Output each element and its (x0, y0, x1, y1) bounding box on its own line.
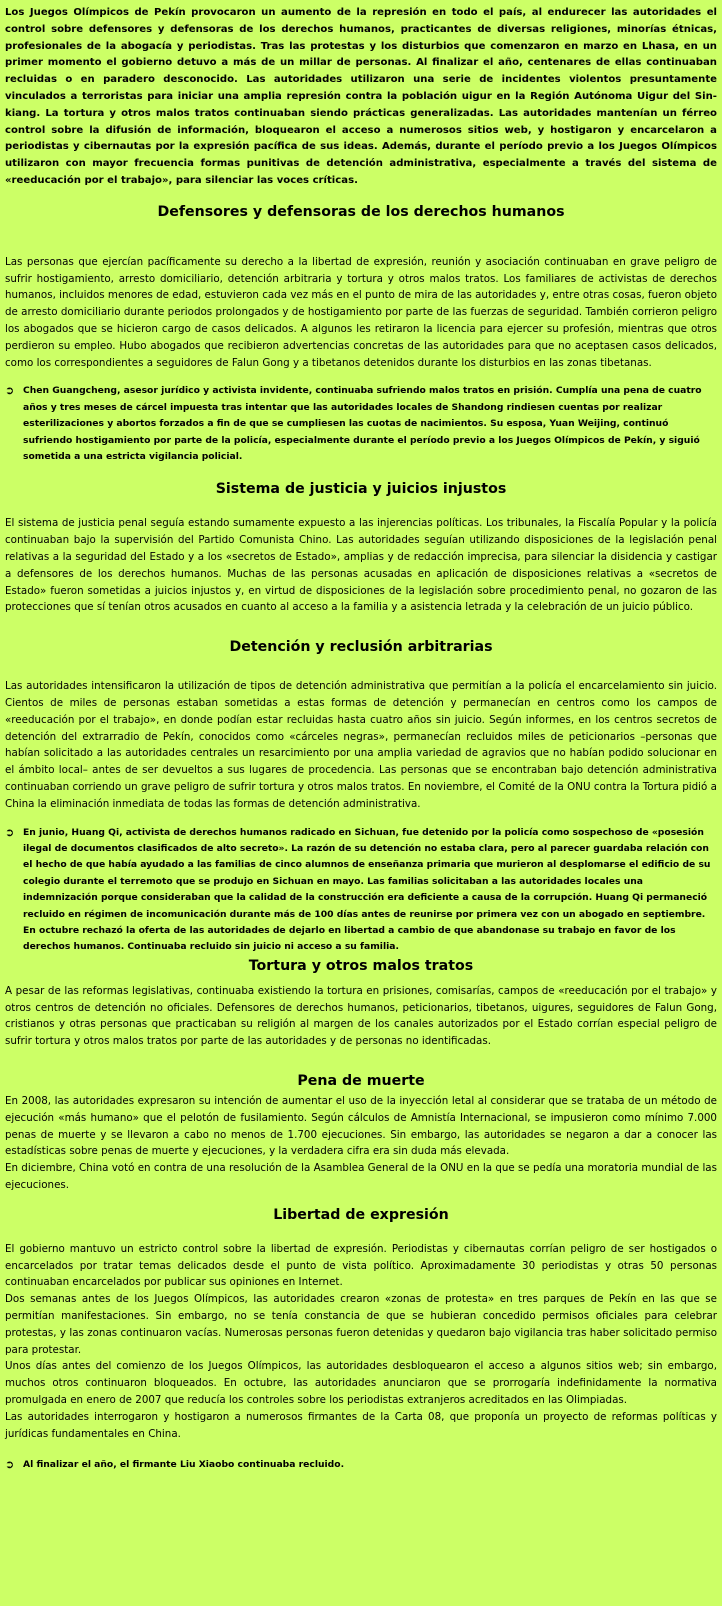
libertad-text-4: Las autoridades interrogaron y hostigaron a numerosos firmantes de la Carta 08, que proponía un proyecto de reformas políticas y jurídicas fundamentales en China. (5, 1410, 717, 1440)
heading-defensores: Defensores y defensoras de los derechos humanos (157, 203, 565, 220)
bullet-text: Al finalizar el año, el firmante Liu Xiaobo continuaba recluido. (23, 1459, 345, 1471)
libertad-text-1: El gobierno mantuvo un estricto control sobre la libertad de expresión. Periodistas y cibernautas corrían peligro de ser hostigados o encarcelados por tratar temas delicados desde el punto de vista político. Aproximadamente 30 periodistas y otras 50 personas continuaban encarcelados por publicar sus opiniones en Internet. (5, 1242, 717, 1289)
paragraph-justicia: El sistema de justicia penal seguía estando sumamente expuesto a las injerencias políticas. Los tribunales, la Fiscalía Popular y la policía continuaban bajo la supervisión del Partido Comunista Chino. Las autoridades seguían utilizando disposiciones de la legislación penal relativas a la seguridad del Estado y a los «secretos de Estado», amplias y de redacción imprecisa, para silenciar la disidencia y castigar a defensores de los derechos humanos. Muchas de las personas acusadas en aplicación de disposiciones relativas a «secretos de Estado» fueron sometidas a juicios injustos y, en virtud de disposiciones de la legislación sobre procedimiento penal, no gozaron de las protecciones que sí tenían otros acusados en cuanto al acceso a la familia y a asistencia letrada y la celebración de un juicio público. (5, 517, 717, 614)
bullet-chen-guangcheng (5, 383, 717, 465)
pena-text-1: En 2008, las autoridades expresaron su intención de aumentar el uso de la inyección letal al considerar que se trataba de un método de ejecución «más humano» que el pelotón de fusilamiento. Según cálculos de Amnistía Internacional, se impusieron como mínimo 7.000 penas de muerte y se llevaron a cabo no menos de 1.700 ejecuciones. Sin embargo, las autoridades se negaron a dar a conocer las estadísticas sobre penas de muerte y ejecuciones, y la verdadera cifra era sin duda más elevada. (5, 1094, 717, 1158)
bullet-liu-xiaobo (5, 1457, 717, 1474)
paragraph-pena (5, 1093, 717, 1194)
bullet-text: En junio, Huang Qi, activista de derechos humanos radicado en Sichuan, fue detenido por la policía como sospechoso de «posesión ilegal de documentos clasificados de alto secreto». La razón de su detención no estaba clara, pero al parecer guardaba relación con el hecho de que había ayudado a las familias de cinco alumnos de enseñanza primaria que murieron al desplomarse el edificio de su colegio durante el terremoto que se produjo en Sichuan en mayo. Las familias solicitaban a las autoridades locales una indemnización porque consideraban que la calidad de la construcción era deficiente a causa de la corrupción. Huang Qi permaneció recluido en régimen de incomunicación durante más de 100 días antes de reunirse por primera vez con un abogado en septiembre. En octubre rechazó la oferta de las autoridades de dejarlo en libertad a cambio de que abandonase su trabajo en favor de los derechos humanos. Continuaba recluido sin juicio ni acceso a su familia. (23, 826, 711, 953)
heading-pena: Pena de muerte (297, 1072, 425, 1089)
heading-detencion: Detención y reclusión arbitrarias (229, 639, 493, 656)
libertad-text-2: Dos semanas antes de los Juegos Olímpicos, las autoridades crearon «zonas de protesta» en tres parques de Pekín en las que se permitían manifestaciones. Sin embargo, no se tenía constancia de que se hubieran concedido permisos oficiales para celebrar protestas, y las zonas continuaron vacías. Numerosas personas fueron detenidas y quedaron bajo vigilancia tras haber solicitado permiso para protestar. (5, 1293, 717, 1356)
intro-paragraph: Los Juegos Olímpicos de Pekín provocaron un aumento de la represión en todo el país, al endurecer las autoridades el control sobre defensores y defensoras de los derechos humanos, practicantes de diversas religiones, minorías étnicas, profesionales de la abogacía y periodistas. Tras las protestas y los disturbios que comenzaron en marzo en Lhasa, en un primer momento el gobierno detuvo a más de un millar de personas. Al finalizar el año, centenares de ellas continuaban recluidas o en paradero desconocido. Las autoridades utilizaron una serie de incidentes violentos presuntamente vinculados a terroristas para iniciar una amplia represión contra la población uigur en la Región Autónoma Uigur del Sin-kiang. La tortura y otros malos tratos continuaban siendo prácticas generalizadas. Las autoridades mantenían un férreo control sobre la difusión de información, bloquearon el acceso a numerosos sitios web, y hostigaron y encarcelaron a periodistas y cibernautas por la expresión pacífica de sus ideas. Además, durante el período previo a los Juegos Olímpicos utilizaron con mayor frecuencia formas punitivas de detención administrativa, especialmente a través del sistema de «reeducación por el trabajo», para silenciar las voces críticas. (5, 7, 717, 186)
heading-libertad: Libertad de expresión (273, 1206, 449, 1223)
arrow-right-icon: ➲ (5, 384, 15, 398)
libertad-text-3: Unos días antes del comienzo de los Juegos Olímpicos, las autoridades desbloquearon el acceso a algunos sitios web; sin embargo, muchos otros continuaron bloqueados. En octubre, las autoridades anunciaron que se prorrogaría indefinidamente la normativa promulgada en enero de 2007 que reducía los controles sobre los periodistas extranjeros acreditados en las Olimpiadas. (5, 1360, 717, 1406)
paragraph-tortura: A pesar de las reformas legislativas, continuaba existiendo la tortura en prisiones, comisarías, campos de «reeducación por el trabajo» y otros centros de detención no oficiales. Defensores de derechos humanos, peticionarios, tibetanos, uigures, seguidores de Falun Gong, cristianos y otras personas que practicaban su religión al margen de los canales autorizados por el Estado corrían especial peligro de sufrir tortura y otros malos tratos por parte de las autoridades y de personas no identificadas. (5, 984, 717, 1048)
pena-text-2: En diciembre, China votó en contra de una resolución de la Asamblea General de la ONU en la que se pedía una moratoria mundial de las ejecuciones. (5, 1162, 717, 1191)
arrow-right-icon: ➲ (5, 825, 15, 839)
paragraph-defensores: Las personas que ejercían pacíficamente su derecho a la libertad de expresión, reunión y asociación continuaban en grave peligro de sufrir hostigamiento, arresto domiciliario, detención arbitraria y tortura y otros malos tratos. Los familiares de activistas de derechos humanos, incluidos menores de edad, estuvieron cada vez más en el punto de mira de las autoridades y, entre otras cosas, fueron objeto de arresto domiciliario durante periodos prolongados y de hostigamiento por parte de las fuerzas de seguridad. También corrieron peligro los abogados que se hicieron cargo de casos delicados. A algunos les retiraron la licencia para ejercer su profesión, mientras que otros perdieron su empleo. Hubo abogados que recibieron advertencias concretas de las autoridades para que no aceptasen casos delicados, como los correspondientes a seguidores de Falun Gong y a tibetanos detenidos durante los disturbios en las zonas tibetanas. (5, 255, 717, 369)
bullet-huang-qi (5, 825, 717, 956)
arrow-right-icon: ➲ (5, 1458, 15, 1472)
bullet-text: Chen Guangcheng, asesor jurídico y activista invidente, continuaba sufriendo malos tratos en prisión. Cumplía una pena de cuatro años y tres meses de cárcel impuesta tras intentar que las autoridades locales de Shandong rindiesen cuentas por realizar esterilizaciones y abortos forzados a fin de que se cumpliesen las cuotas de nacimientos. Su esposa, Yuan Weijing, continuó sufriendo hostigamiento por parte de la policía, especialmente durante el período previo a los Juegos Olímpicos de Pekín, y siguió sometida a una estricta vigilancia policial. (23, 385, 702, 462)
heading-tortura: Tortura y otros malos tratos (248, 957, 474, 974)
paragraph-libertad (5, 1241, 717, 1443)
heading-justicia: Sistema de justicia y juicios injustos (215, 481, 507, 498)
paragraph-detencion: Las autoridades intensificaron la utilización de tipos de detención administrativa que permitían a la policía el encarcelamiento sin juicio. Cientos de miles de personas estaban sometidas a estas formas de detención y permanecían en centros como los campos de «reeducación por el trabajo», en donde podían estar recluidas hasta cuatro años sin juicio. Según informes, en los centros secretos de detención del extrarradio de Pekín, conocidos como «cárceles negras», permanecían recluidos miles de peticionarios –personas que habían solicitado a las autoridades centrales un resarcimiento por una amplia variedad de agravios que no habían podido solucionar en el ámbito local– antes de ser devueltos a sus lugares de procedencia. Las personas que se encontraban bajo detención administrativa continuaban corriendo un grave peligro de sufrir tortura y otros malos tratos. En noviembre, el Comité de la ONU contra la Tortura pidió a China la eliminación inmediata de todas las formas de detención administrativa. (5, 680, 717, 810)
